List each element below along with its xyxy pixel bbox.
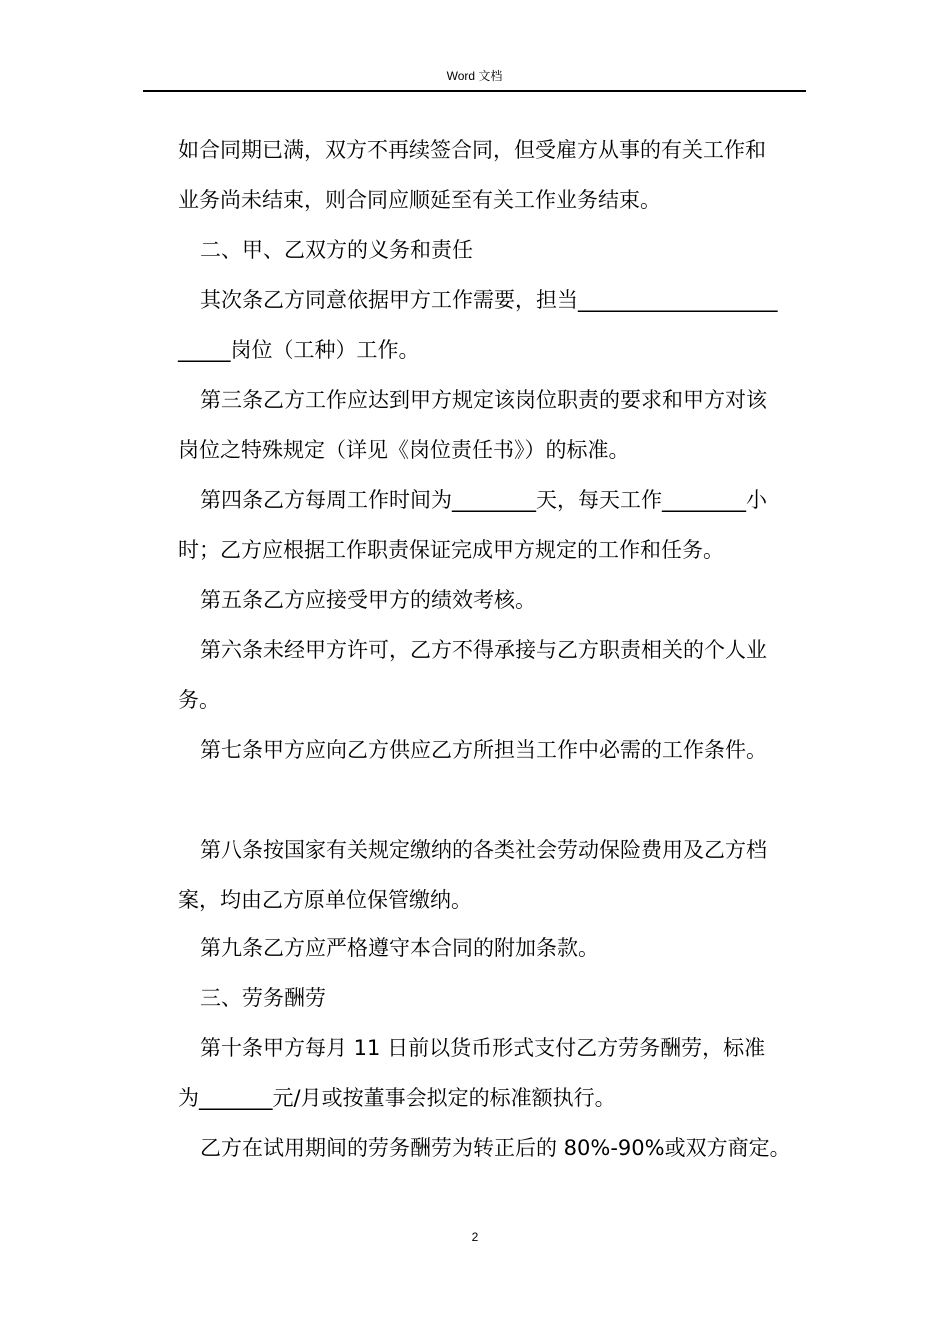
paragraph-line: 时；乙方应根据工作职责保证完成甲方规定的工作和任务。 [178,538,724,562]
paragraph-line: 第四条乙方每周工作时间为________天，每天工作________小 [200,488,767,512]
paragraph-line: 案，均由乙方原单位保管缴纳。 [178,888,472,912]
paragraph-line: 第八条按国家有关规定缴纳的各类社会劳动保险费用及乙方档 [200,838,767,862]
paragraph-line: 岗位之特殊规定（详见《岗位责任书》）的标准。 [178,438,630,462]
paragraph-line: 第十条甲方每月 11 日前以货币形式支付乙方劳务酬劳，标准 [200,1036,766,1060]
paragraph-line: 乙方在试用期间的劳务酬劳为转正后的 80%-90%或双方商定。 [200,1136,791,1160]
section-heading: 二、甲、乙双方的义务和责任 [200,238,473,262]
paragraph-line: _____岗位（工种）工作。 [178,338,420,362]
section-heading: 三、劳务酬劳 [200,986,326,1010]
page-number: 2 [471,1230,479,1244]
paragraph-line: 其次条乙方同意依据甲方工作需要，担当___________________ [200,288,778,312]
paragraph-line: 业务尚未结束，则合同应顺延至有关工作业务结束。 [178,188,661,212]
paragraph-line: 第三条乙方工作应达到甲方规定该岗位职责的要求和甲方对该 [200,388,767,412]
paragraph-line: 第七条甲方应向乙方供应乙方所担当工作中必需的工作条件。 [200,738,767,762]
paragraph-line: 第五条乙方应接受甲方的绩效考核。 [200,588,536,612]
page-header [143,66,806,92]
paragraph-line: 务。 [178,688,220,712]
header-title: Word 文档 [446,69,503,83]
paragraph-line: 第九条乙方应严格遵守本合同的附加条款。 [200,936,599,960]
paragraph-line: 如合同期已满，双方不再续签合同，但受雇方从事的有关工作和 [178,138,766,162]
paragraph-line: 第六条未经甲方许可，乙方不得承接与乙方职责相关的个人业 [200,638,767,662]
paragraph-line: 为_______元/月或按董事会拟定的标准额执行。 [178,1086,616,1110]
